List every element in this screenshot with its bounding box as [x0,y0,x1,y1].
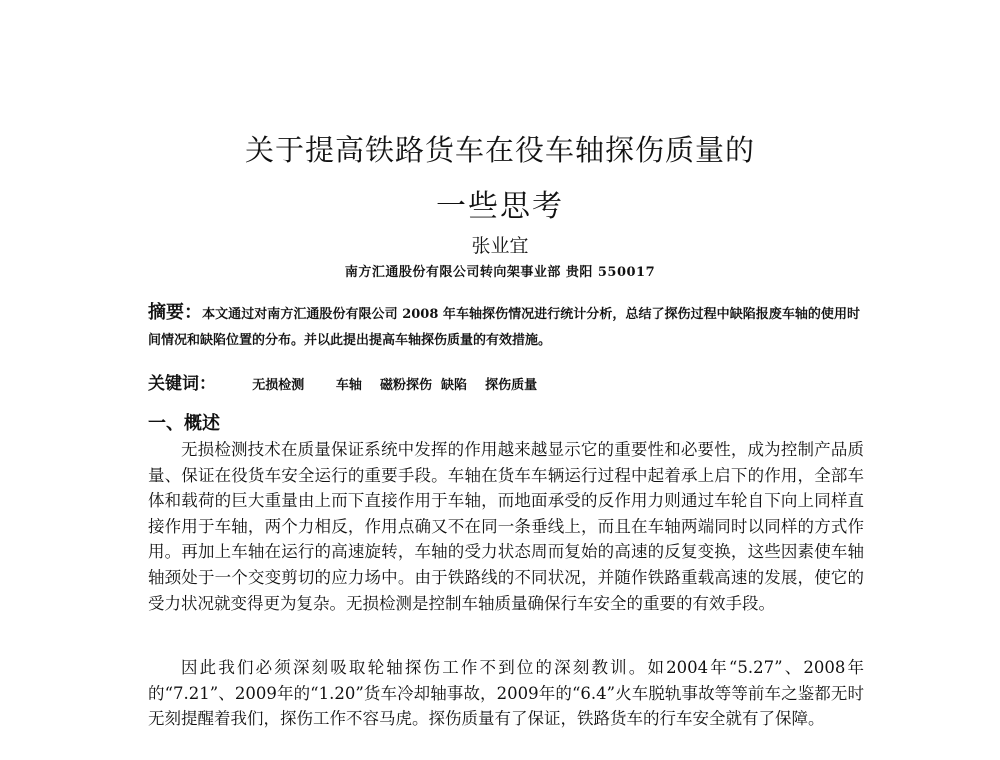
body-paragraph-1: 无损检测技术在质量保证系统中发挥的作用越来越显示它的重要性和必要性，成为控制产品质量、保证在役货车安全运行的重要手段。车轴在货车车辆运行过程中起着承上启下的作用，全部车体和载荷的巨大重量由上而下直接作用于车轴，而地面承受的反作用力则通过车轮自下向上同样直接作用于车轴，两个力相反，作用点确又不在同一条垂线上，而且在车轴两端同时以同样的方式作用。再加上车轴在运行的高速旋转，车轴的受力状态周而复始的高速的反复变换，这些因素使车轴轴颈处于一个交变剪切的应力场中。由于铁路线的不同状况，并随作铁路重载高速的发展，使它的受力状况就变得更为复杂。无损检测是控制车轴质量确保行车安全的重要的有效手段。 [148,440,864,613]
author-name: 张业宜 [471,235,529,257]
paper-title-line2: 一些思考 [436,189,564,224]
abstract [148,300,860,354]
keywords [148,372,860,398]
keywords-text: 无损检测 车轴 磁粉探伤 缺陷 探伤质量 [216,378,538,393]
abstract-text: 本文通过对南方汇通股份有限公司 2008 年车轴探伤情况进行统计分析，总结了探伤过程中缺陷报废车轴的使用时间情况和缺陷位置的分布。并以此提出提高车轴探伤质量的有效措施。 [148,307,861,348]
author-affiliation: 南方汇通股份有限公司转向架事业部 贵阳 550017 [344,265,656,280]
keywords-label: 关键词： [148,374,216,394]
body-paragraph-2: 因此我们必须深刻吸取轮轴探伤工作不到位的深刻教训。如2004年“5.27”、2008年的“7.21”、2009年的“1.20”货车冷却轴事故，2009年的“6.4”火车脱轨事故等等前车之鉴都无时无刻提醒着我们，探伤工作不容马虎。探伤质量有了保证，铁路货车的行车安全就有了保障。 [148,658,864,729]
section-heading: 一、概述 [148,413,220,434]
paper-title-line1: 关于提高铁路货车在役车轴探伤质量的 [244,133,755,167]
abstract-label: 摘要： [148,302,203,323]
